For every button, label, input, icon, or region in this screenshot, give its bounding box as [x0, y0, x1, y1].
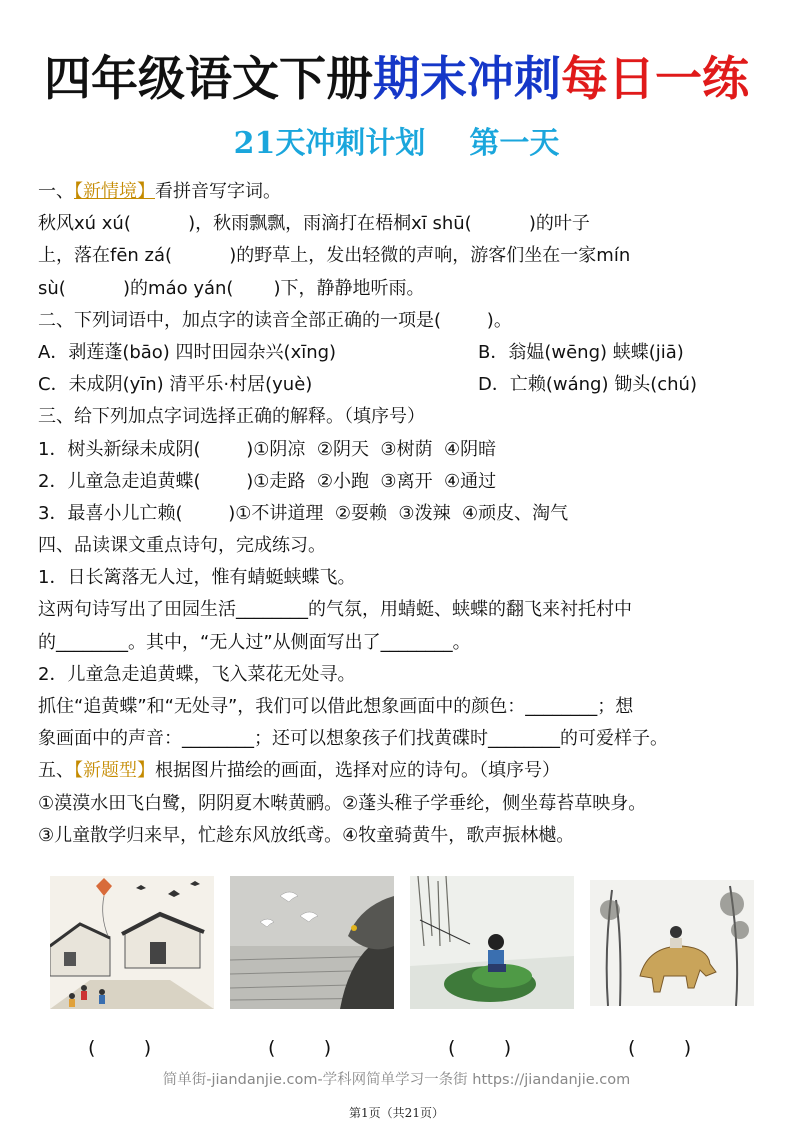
s4-poem-2: 2．儿童急走追黄蝶，飞入菜花无处寻。 — [38, 663, 356, 685]
answer-blank-4[interactable]: ( ) — [628, 1037, 692, 1059]
s1-text-line-3: sù( )的máo yán( )下，静静地听雨。 — [38, 277, 425, 299]
option-b: B．翁媪(wēng) 蛱蝶(jiā) — [478, 341, 684, 363]
s5-poems-line-2: ③儿童散学归来早，忙趁东风放纸鸢。④牧童骑黄牛，歌声振林樾。 — [38, 824, 575, 846]
section-2-heading: 二、下列词语中，加点字的读音全部正确的一项是( )。 — [38, 309, 512, 331]
section-number: 一、 — [38, 181, 74, 202]
option-d: D．亡赖(wáng) 锄头(chú) — [478, 374, 697, 396]
picture-kite-village — [50, 876, 214, 1009]
answer-blank-1[interactable]: ( ) — [88, 1037, 152, 1059]
section-1-heading — [38, 176, 758, 208]
option-c: C．未成阴(yīn) 清平乐·村居(yuè) — [38, 374, 313, 396]
s5-poems-line-1: ①漠漠水田飞白鹭，阴阴夏木啭黄鹂。②蓬头稚子学垂纶，侧坐莓苔草映身。 — [38, 792, 647, 814]
picture-egrets-paddy — [230, 876, 394, 1009]
s4-q1-line-1: 这两句诗写出了田园生活________的气氛，用蜻蜓、蛱蝶的翻飞来衬托村中 — [38, 599, 632, 621]
section-number: 五、 — [38, 760, 74, 782]
s4-q1-line-2: 的________。其中，“无人过”从侧面写出了________。 — [38, 631, 471, 653]
s3-item-2: 2．儿童急走追黄蝶( )①走路 ②小跑 ③离开 ④通过 — [38, 470, 497, 492]
new-question-type-tag: 【新题型】 — [74, 760, 155, 782]
s3-item-1: 1．树头新绿未成阴( )①阴凉 ②阴天 ③树荫 ④阴暗 — [38, 438, 497, 460]
page-number: 第1页（共21页） — [349, 1106, 444, 1120]
worksheet-content — [38, 176, 758, 852]
page-subtitle — [0, 122, 793, 166]
s4-poem-1: 1．日长篱落无人过，惟有蜻蜓蛱蝶飞。 — [38, 567, 356, 589]
section-3-heading: 三、给下列加点字词选择正确的解释。（填序号） — [38, 406, 425, 428]
subtitle-plan: 21天冲刺计划 — [233, 126, 426, 161]
subtitle-day: 第一天 — [469, 126, 560, 161]
title-part-daily: 每日一练 — [561, 52, 749, 107]
s3-item-3: 3．最喜小儿亡赖( )①不讲道理 ②耍赖 ③泼辣 ④顽皮、淘气 — [38, 502, 569, 524]
answer-blank-2[interactable]: ( ) — [268, 1037, 332, 1059]
s1-text-line-2: 上，落在fēn zá( )的野草上，发出轻微的声响，游客们坐在一家mín — [38, 245, 631, 267]
answer-blank-3[interactable]: ( ) — [448, 1037, 512, 1059]
picture-row — [0, 876, 793, 1016]
s1-text-line-1: 秋风xú xú( )，秋雨飘飘，雨滴打在梧桐xī shū( )的叶子 — [38, 213, 590, 235]
section-5-heading — [38, 755, 758, 787]
footer-watermark: 简单街-jiandanjie.com-学科网简单学习一条街 https://jiandanjie.com — [162, 1072, 631, 1088]
s2-options-row-1 — [38, 337, 758, 369]
s4-q2-line-2: 象画面中的声音：________；还可以想象孩子们找黄碟时________的可爱样子。 — [38, 728, 668, 750]
section-4-heading: 四、品读课文重点诗句，完成练习。 — [38, 535, 326, 557]
new-situation-tag: 【新情境】 — [74, 181, 155, 202]
picture-cowherd-buffalo — [590, 880, 754, 1006]
s2-options-row-2 — [38, 369, 758, 401]
picture-child-fishing — [410, 876, 574, 1009]
s4-q2-line-1: 抓住“追黄蝶”和“无处寻”，我们可以借此想象画面中的颜色：________；想 — [38, 696, 634, 717]
section-instruction: 看拼音写字词。 — [155, 181, 281, 202]
page-title — [0, 50, 793, 110]
section-instruction: 根据图片描绘的画面，选择对应的诗句。（填序号） — [155, 760, 560, 782]
title-part-sprint: 期末冲刺 — [373, 52, 561, 107]
option-a: A．剥莲蓬(bāo) 四时田园杂兴(xīng) — [38, 341, 337, 363]
title-part-grade: 四年级语文下册 — [44, 52, 373, 107]
